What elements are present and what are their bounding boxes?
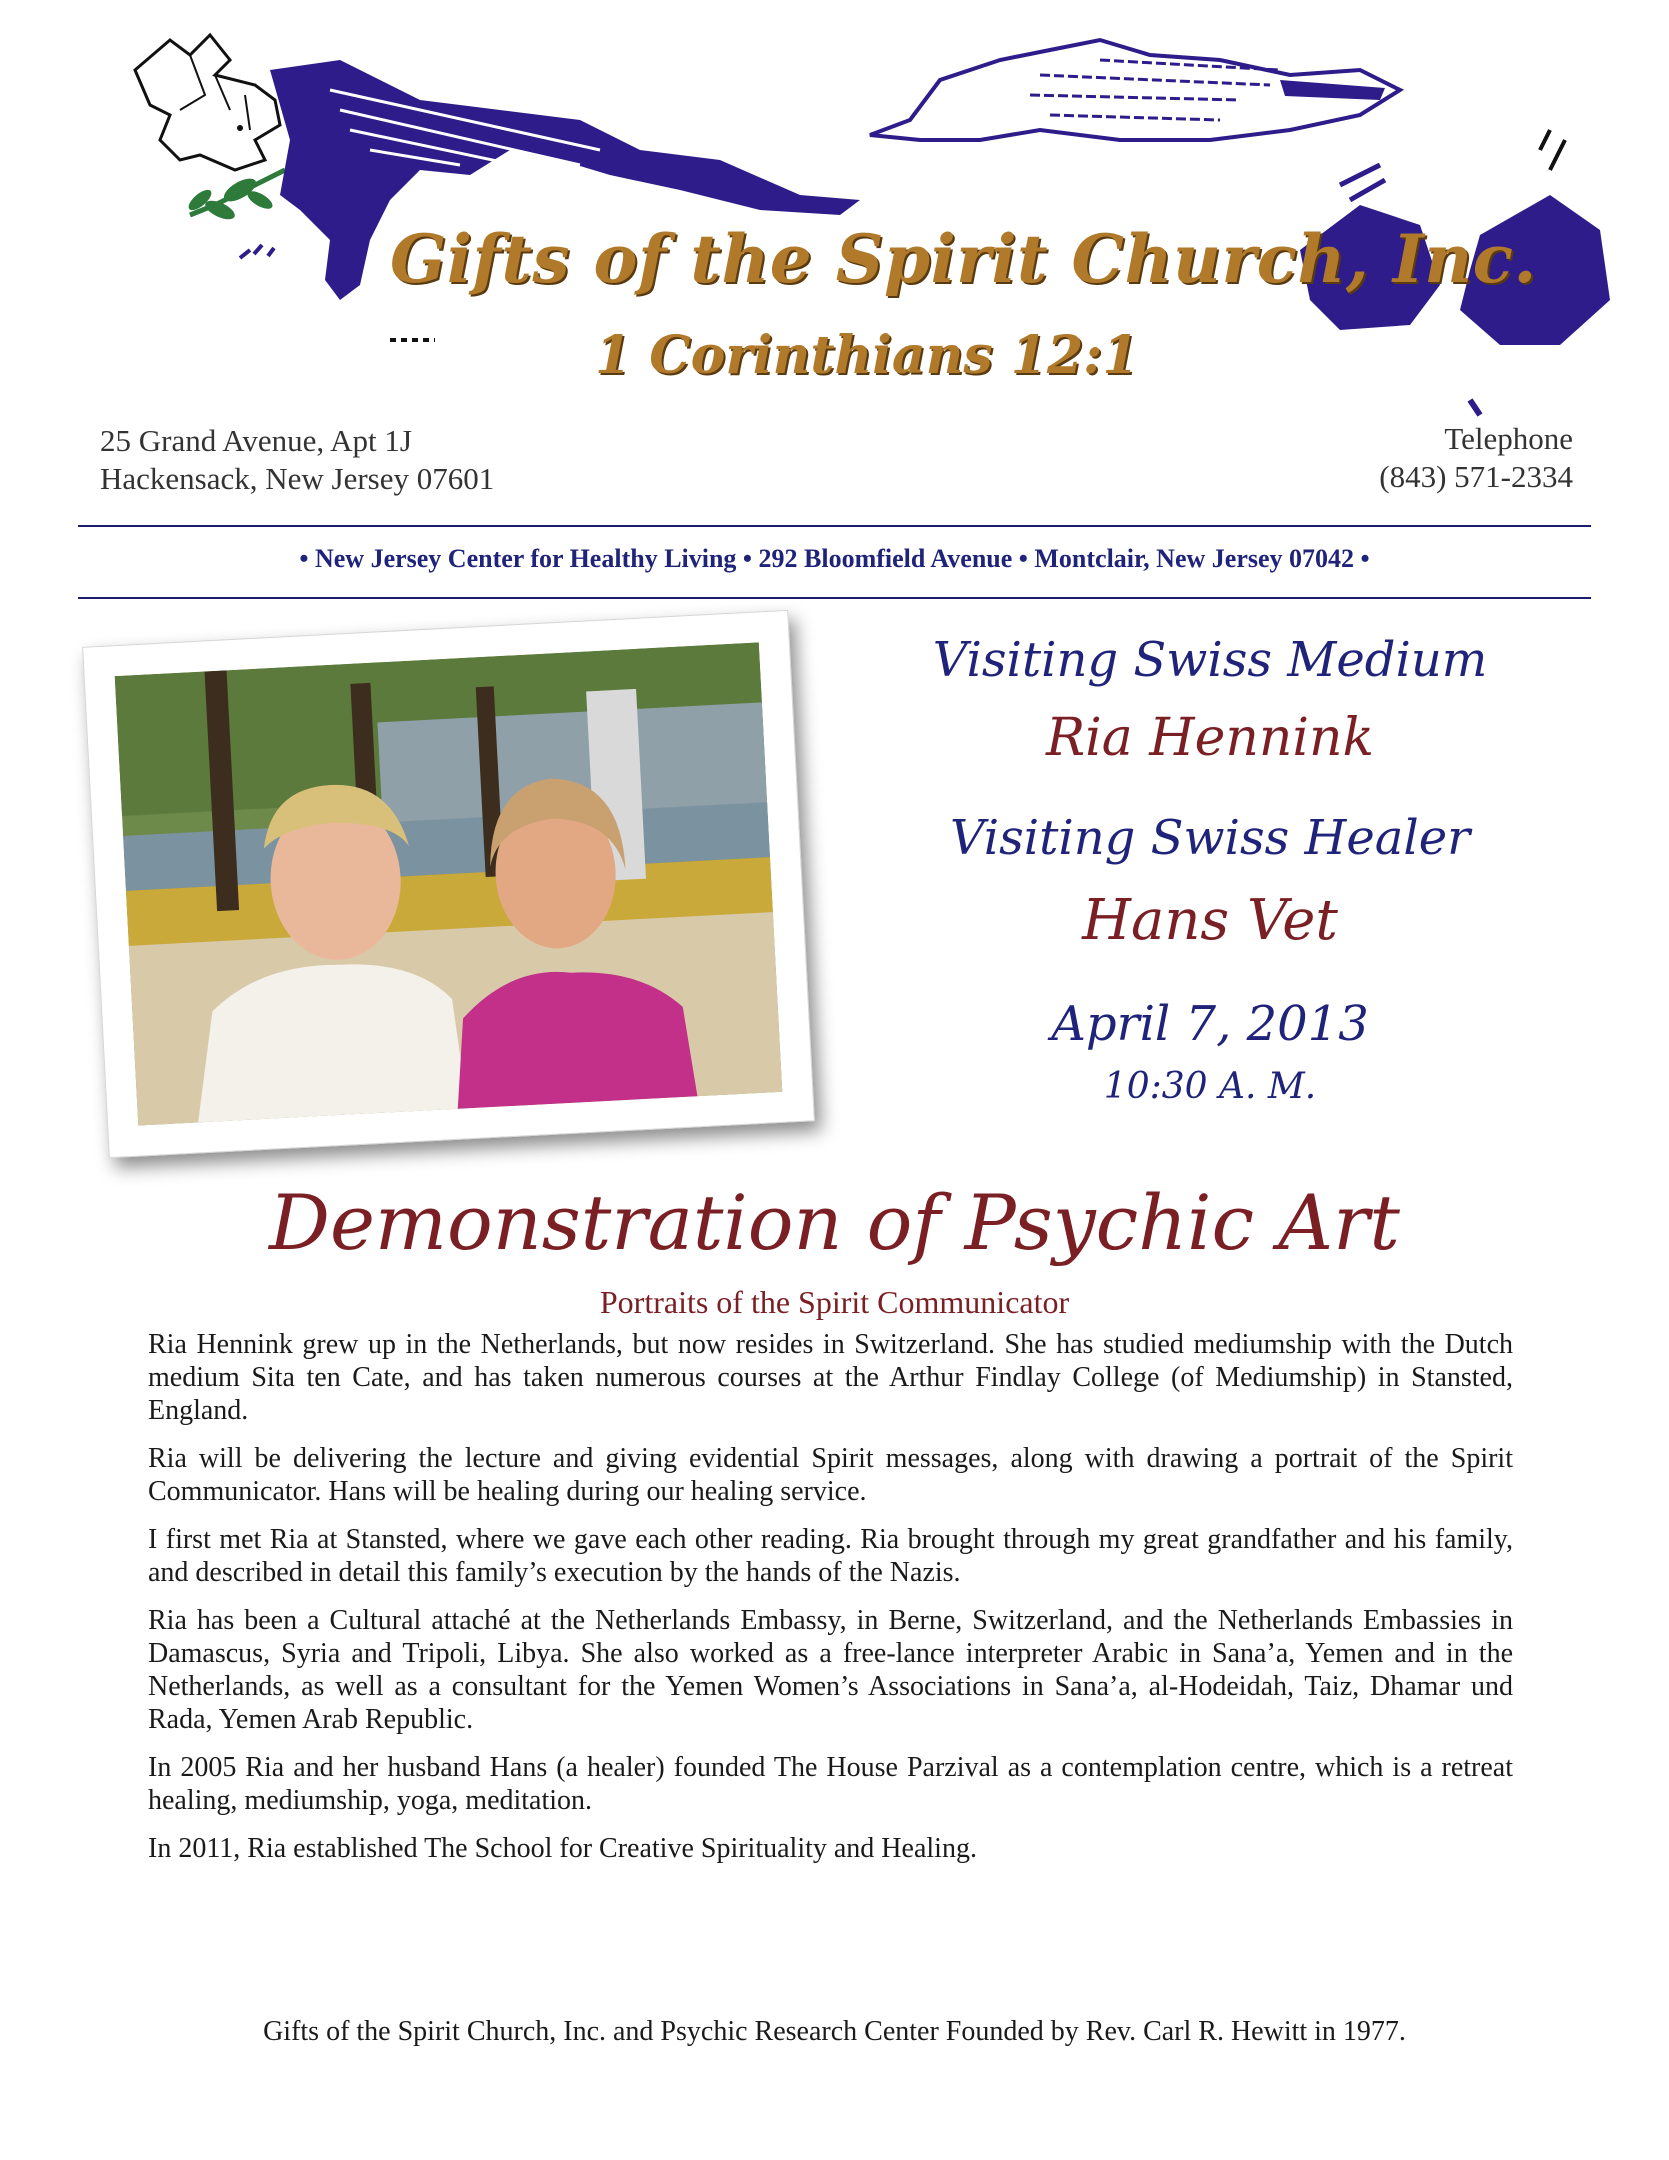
- event-date: April 7, 2013: [1051, 996, 1369, 1052]
- healer-name: Hans Vet: [1082, 888, 1338, 953]
- church-name: Gifts of the Spirit Church, Inc.: [390, 220, 1537, 298]
- olive-branch-icon: [185, 170, 285, 223]
- body-paragraph: Ria has been a Cultural attaché at the Netherlands Embassy, in Berne, Switzerland, and the Netherlands Embassies in Damascus, Syria and Tripoli, Libya. She also worked as a free-lance interpreter Arabic in Sana’a, Yemen and in the Netherlands, as well as a consultant for the Yemen Women’s Associations in Sana’a, al-Hodeidah, Taiz, Dhamar und Rada, Yemen Arab Republic.: [148, 1605, 1513, 1735]
- body-paragraph: I first met Ria at Stansted, where we gave each other reading. Ria brought through my great grandfather and his family, and described in detail this family’s execution by the hands of the Nazis.: [148, 1524, 1513, 1588]
- location-bar: • New Jersey Center for Healthy Living • 292 Bloomfield Avenue • Montclair, New Jersey 07042 •: [299, 544, 1370, 573]
- church-phone: [1379, 420, 1573, 496]
- top-divider: [78, 525, 1591, 527]
- body-paragraph: Ria Hennink grew up in the Netherlands, but now resides in Switzerland. She has studied mediumship with the Dutch medium Sita ten Cate, and has taken numerous courses at the Arthur Findlay College (of Mediumship) in Stansted, England.: [148, 1329, 1513, 1426]
- scripture-reference: 1 Corinthians 12:1: [595, 325, 1139, 386]
- body-paragraph: In 2005 Ria and her husband Hans (a healer) founded The House Parzival as a contemplation centre, which is a retreat healing, mediumship, yoga, meditation.: [148, 1752, 1513, 1816]
- landscape-art: [240, 60, 860, 340]
- body-paragraph: In 2011, Ria established The School for Creative Spirituality and Healing.: [148, 1833, 977, 1864]
- subheadline: Portraits of the Spirit Communicator: [599, 1284, 1070, 1320]
- medium-title: Visiting Swiss Medium: [932, 632, 1488, 688]
- body-text: [148, 1328, 1513, 1880]
- healer-title: Visiting Swiss Healer: [949, 810, 1471, 866]
- bottom-divider: [78, 597, 1591, 599]
- event-photo: [115, 642, 783, 1125]
- letterhead: [40, 0, 1629, 500]
- church-address: [100, 422, 494, 498]
- footer-note: Gifts of the Spirit Church, Inc. and Psychic Research Center Founded by Rev. Carl R. Hewitt in 1977.: [263, 2016, 1406, 2047]
- event-photo-frame: [82, 610, 815, 1158]
- body-paragraph: Ria will be delivering the lecture and giving evidential Spirit messages, along with drawing a portrait of the Spirit Communicator. Hans will be healing during our healing service.: [148, 1443, 1513, 1507]
- address-line-2: Hackensack, New Jersey 07601: [100, 461, 495, 496]
- headline: Demonstration of Psychic Art: [269, 1178, 1400, 1267]
- phone-number: (843) 571-2334: [1379, 459, 1573, 494]
- medium-name: Ria Hennink: [1045, 708, 1375, 768]
- dove-icon: [135, 35, 280, 170]
- cloud-icon: [870, 40, 1400, 140]
- address-line-1: 25 Grand Avenue, Apt 1J: [100, 423, 412, 458]
- phone-label: Telephone: [1444, 421, 1573, 456]
- event-time: 10:30 A. M.: [1103, 1066, 1317, 1107]
